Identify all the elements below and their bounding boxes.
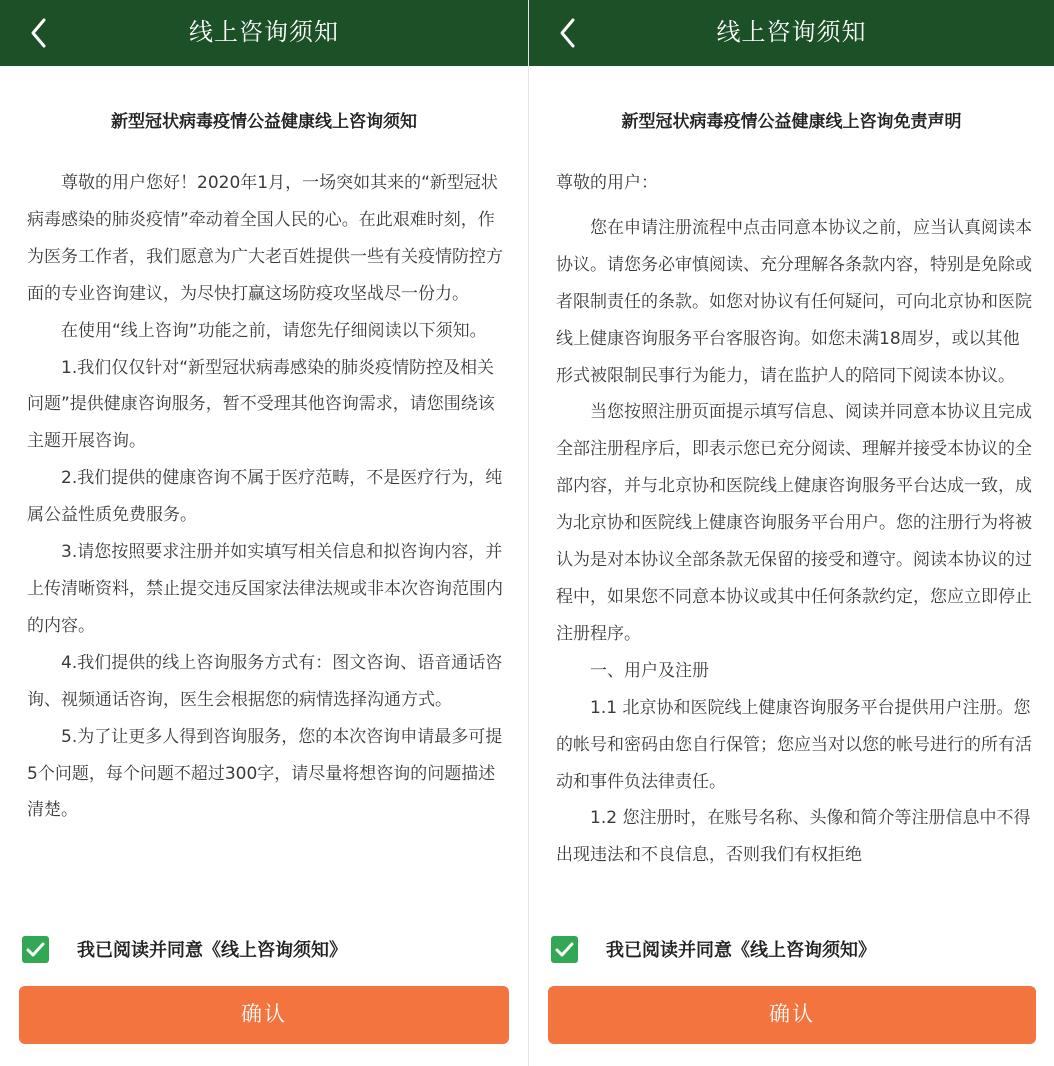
confirm-button[interactable]: 确认 (19, 986, 509, 1044)
notice-paragraph: 2.我们提供的健康咨询不属于医疗范畴，不是医疗行为，纯属公益性质免费服务。 (27, 468, 503, 526)
disclaimer-paragraph: 1.1 北京协和医院线上健康咨询服务平台提供用户注册。您的帐号和密码由您自行保管；您应当对以您的帐号进行的所有活动和事件负法律责任。 (556, 697, 1032, 792)
navbar (0, 0, 528, 66)
consult-notice-screen-right (529, 0, 1054, 1066)
disclaimer-paragraph: 1.2 您注册时，在账号名称、头像和简介等注册信息中不得出现违法和不良信息，否则我们有权拒绝 (556, 808, 1031, 866)
section-heading: 一、用户及注册 (590, 660, 709, 681)
agree-checkbox[interactable] (551, 936, 578, 963)
navbar (529, 0, 1054, 66)
agree-label[interactable]: 我已阅读并同意《线上咨询须知》 (77, 940, 347, 961)
agreement-row (20, 936, 500, 966)
agreement-row (549, 936, 1029, 966)
checkmark-icon (22, 936, 49, 963)
notice-paragraph: 5.为了让更多人得到咨询服务，您的本次咨询申请最多可提5个问题，每个问题不超过300字，请尽量将想咨询的问题描述清楚。 (27, 726, 503, 821)
notice-content[interactable] (27, 165, 503, 923)
disclaimer-content[interactable] (556, 165, 1034, 923)
agree-label[interactable]: 我已阅读并同意《线上咨询须知》 (606, 940, 876, 961)
disclaimer-paragraph: 您在申请注册流程中点击同意本协议之前，应当认真阅读本协议。请您务必审慎阅读、充分理解各条款内容，特别是免除或者限制责任的条款。如您对协议有任何疑问，可向北京协和医院线上健康咨询服务平台客服咨询。如您未满18周岁，或以其他形式被限制民事行为能力，请在监护人的陪同下阅读本协议。 (556, 217, 1032, 386)
document-title: 新型冠状病毒疫情公益健康线上咨询免责声明 (621, 112, 962, 132)
agree-checkbox[interactable] (22, 936, 49, 963)
greeting: 尊敬的用户： (556, 173, 658, 193)
notice-paragraph: 尊敬的用户您好！2020年1月，一场突如其来的“新型冠状病毒感染的肺炎疫情”牵动着全国人民的心。在此艰难时刻，作为医务工作者，我们愿意为广大老百姓提供一些有关疫情防控方面的专业咨询建议，为尽快打赢这场防疫攻坚战尽一份力。 (27, 173, 503, 304)
page-title: 线上咨询须知 (716, 18, 867, 46)
checkmark-icon (551, 936, 578, 963)
page-title: 线上咨询须知 (189, 18, 339, 46)
notice-paragraph: 4.我们提供的线上咨询服务方式有：图文咨询、语音通话咨询、视频通话咨询，医生会根据您的病情选择沟通方式。 (27, 652, 503, 710)
disclaimer-paragraph: 当您按照注册页面提示填写信息、阅读并同意本协议且完成全部注册程序后，即表示您已充分阅读、理解并接受本协议的全部内容，并与北京协和医院线上健康咨询服务平台达成一致，成为北京协和医院线上健康咨询服务平台用户。您的注册行为将被认为是对本协议全部条款无保留的接受和遵守。阅读本协议的过程中，如果您不同意本协议或其中任何条款约定，您应立即停止注册程序。 (556, 402, 1032, 644)
confirm-button[interactable]: 确认 (548, 986, 1036, 1044)
notice-paragraph: 3.请您按照要求注册并如实填写相关信息和拟咨询内容，并上传清晰资料，禁止提交违反国家法律法规或非本次咨询范围内的内容。 (27, 542, 503, 636)
document-title: 新型冠状病毒疫情公益健康线上咨询须知 (111, 112, 417, 132)
notice-paragraph: 1.我们仅仅针对“新型冠状病毒感染的肺炎疫情防控及相关问题”提供健康咨询服务，暂不受理其他咨询需求，请您围绕该主题开展咨询。 (27, 357, 495, 452)
notice-paragraph: 在使用“线上咨询”功能之前，请您先仔细阅读以下须知。 (61, 320, 487, 341)
